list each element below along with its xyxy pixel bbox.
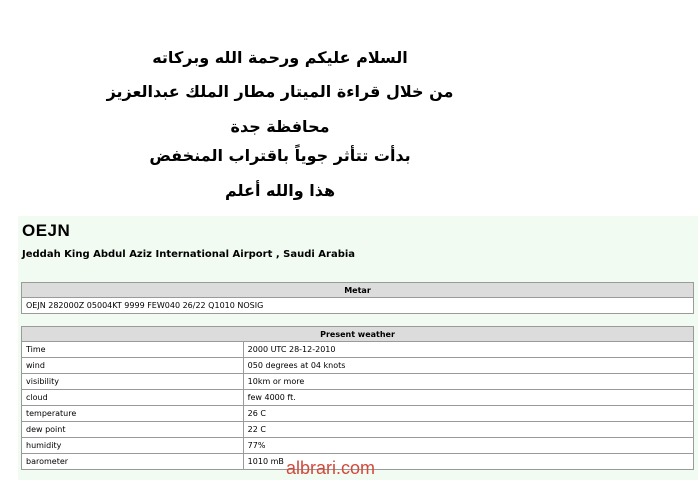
row-value: few 4000 ft. [243,390,693,406]
post-line-province: محافظة جدة [230,117,330,136]
row-label: barometer [22,454,244,470]
metar-header: Metar [22,283,694,298]
post-line-closing: هذا والله أعلم [224,181,336,200]
present-weather-header: Present weather [22,327,694,342]
row-label: cloud [22,390,244,406]
row-value: 10km or more [243,374,693,390]
row-label: dew point [22,422,244,438]
post-line-weather-effect: بدأت تتأثر جوياً باقتراب المنخفض [149,146,411,165]
greeting-line: السلام عليكم ورحمة الله وبركاته [152,48,408,67]
table-row [22,406,694,422]
station-code: OEJN [22,221,71,240]
site-watermark: albrari.com [286,458,376,478]
row-value: 26 C [243,406,693,422]
row-label: wind [22,358,244,374]
table-row [22,374,694,390]
post-line-metar-reading: من خلال قراءة الميتار مطار الملك عبدالعزيز [106,82,454,101]
table-row [22,342,694,358]
row-label: Time [22,342,244,358]
station-name: Jeddah King Abdul Aziz International Airport , Saudi Arabia [22,249,356,260]
row-value: 1010 mB [243,454,693,470]
table-row [22,422,694,438]
metar-raw-text: OEJN 282000Z 05004KT 9999 FEW040 26/22 Q1010 NOSIG [22,298,694,314]
metar-table [21,282,694,314]
table-row [22,358,694,374]
row-value: 050 degrees at 04 knots [243,358,693,374]
row-value: 2000 UTC 28-12-2010 [243,342,693,358]
row-label: humidity [22,438,244,454]
table-row [22,438,694,454]
row-label: visibility [22,374,244,390]
row-value: 22 C [243,422,693,438]
row-label: temperature [22,406,244,422]
table-row [22,390,694,406]
row-value: 77% [243,438,693,454]
present-weather-table [21,326,694,470]
